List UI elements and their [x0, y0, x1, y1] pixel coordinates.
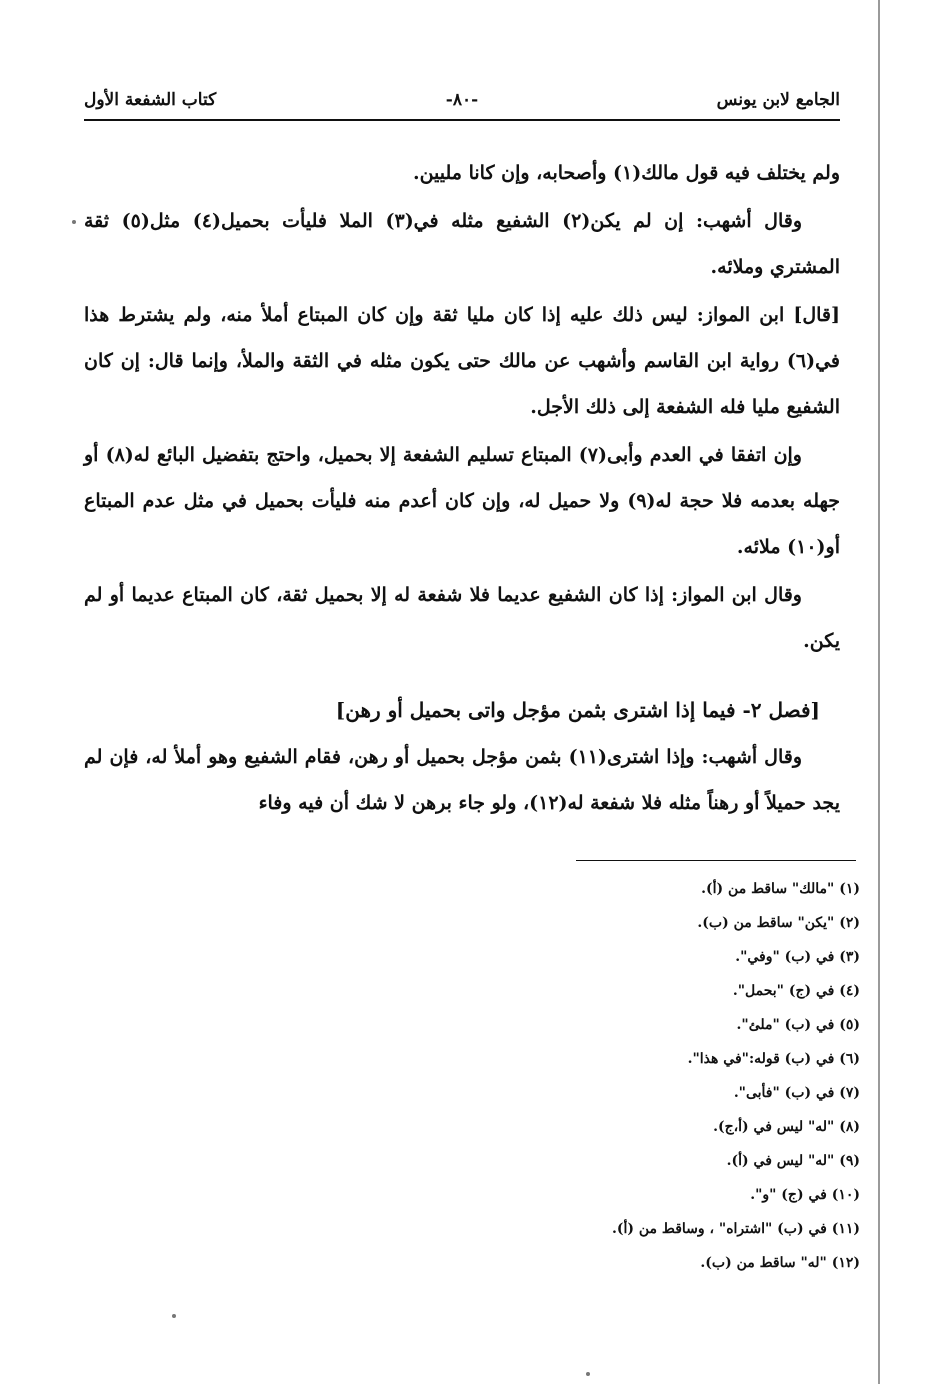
footnote-10: (١٠) في (ج) "و".: [750, 1187, 860, 1203]
scan-speck: [72, 220, 76, 224]
footnote-8: (٨) "له" ليس في (أ،ج).: [713, 1119, 860, 1135]
page-header: [84, 88, 840, 116]
main-text: [84, 150, 840, 826]
paragraph-3: [قال] ابن المواز: ليس ذلك عليه إذا كان مليا ثقة وإن كان المبتاع أملأ منه، ولم يشترط هذا في(٦) رواية ابن القاسم وأشهب عن مالك حتى يكون مثله في الثقة والملأ، وإنما قال: إن كان الشفيع مليا فله الشفعة إلى ذلك الأجل.: [84, 304, 840, 418]
footnote-3: (٣) في (ب) "وفي".: [735, 949, 860, 965]
section-title: [فصل ٢- فيما إذا اشترى بثمن مؤجل واتى بحميل أو رهن]: [335, 698, 820, 722]
page-number: -٨٠-: [445, 90, 479, 110]
page-edge-line: [878, 0, 880, 1384]
paragraph-1: ولم يختلف فيه قول مالك(١) وأصحابه، وإن كانا مليين.: [412, 162, 840, 184]
scan-speck: [586, 1372, 590, 1376]
header-chapter-title: كتاب الشفعة الأول: [84, 90, 217, 110]
section-paragraph: وقال أشهب: وإذا اشترى(١١) بثمن مؤجل بحميل أو رهن، فقام الشفيع وهو أملأ له، فإن لم يجد حميلاً أو رهناً مثله فلا شفعة له(١٢)، ولو جاء برهن لا شك أن فيه وفاء: [84, 746, 840, 814]
footnote-9: (٩) "له" ليس في (أ).: [726, 1153, 860, 1169]
footnotes-rule: [576, 860, 856, 861]
footnote-6: (٦) في (ب) قوله:"في هذا".: [687, 1051, 860, 1067]
paragraph-4: وإن اتفقا في العدم وأبى(٧) المبتاع تسليم الشفعة إلا بحميل، واحتج بتفضيل البائع له(٨) أو جهله بعدمه فلا حجة له(٩) ولا حميل له، وإن كان أعدم منه فليأت بحميل في مثل عدم المبتاع أو(١٠) ملائه.: [84, 444, 841, 558]
footnote-1: (١) "مالك" ساقط من (أ).: [701, 881, 860, 897]
paragraph-5: وقال ابن المواز: إذا كان الشفيع عديما فلا شفعة له إلا بحميل ثقة، كان المبتاع عديما أو لم يكن.: [84, 584, 840, 652]
footnote-5: (٥) في (ب) "ملئ".: [736, 1017, 860, 1033]
footnote-12: (١٢) "له" ساقط من (ب).: [700, 1255, 860, 1271]
footnote-11: (١١) في (ب) "اشتراه" ، وساقط من (أ).: [611, 1221, 860, 1237]
footnotes: [360, 872, 860, 1280]
header-book-title: الجامع لابن يونس: [716, 90, 840, 110]
scan-speck: [172, 1314, 176, 1318]
footnote-7: (٧) في (ب) "فأبى".: [733, 1085, 860, 1101]
header-rule: [84, 119, 840, 121]
paragraph-2: وقال أشهب: إن لم يكن(٢) الشفيع مثله في(٣) الملا فليأت بحميل(٤) مثل(٥) ثقة المشتري وملائه.: [84, 210, 840, 278]
footnote-4: (٤) في (ج) "بحمل".: [732, 983, 860, 999]
footnote-2: (٢) "يكن" ساقط من (ب).: [697, 915, 860, 931]
